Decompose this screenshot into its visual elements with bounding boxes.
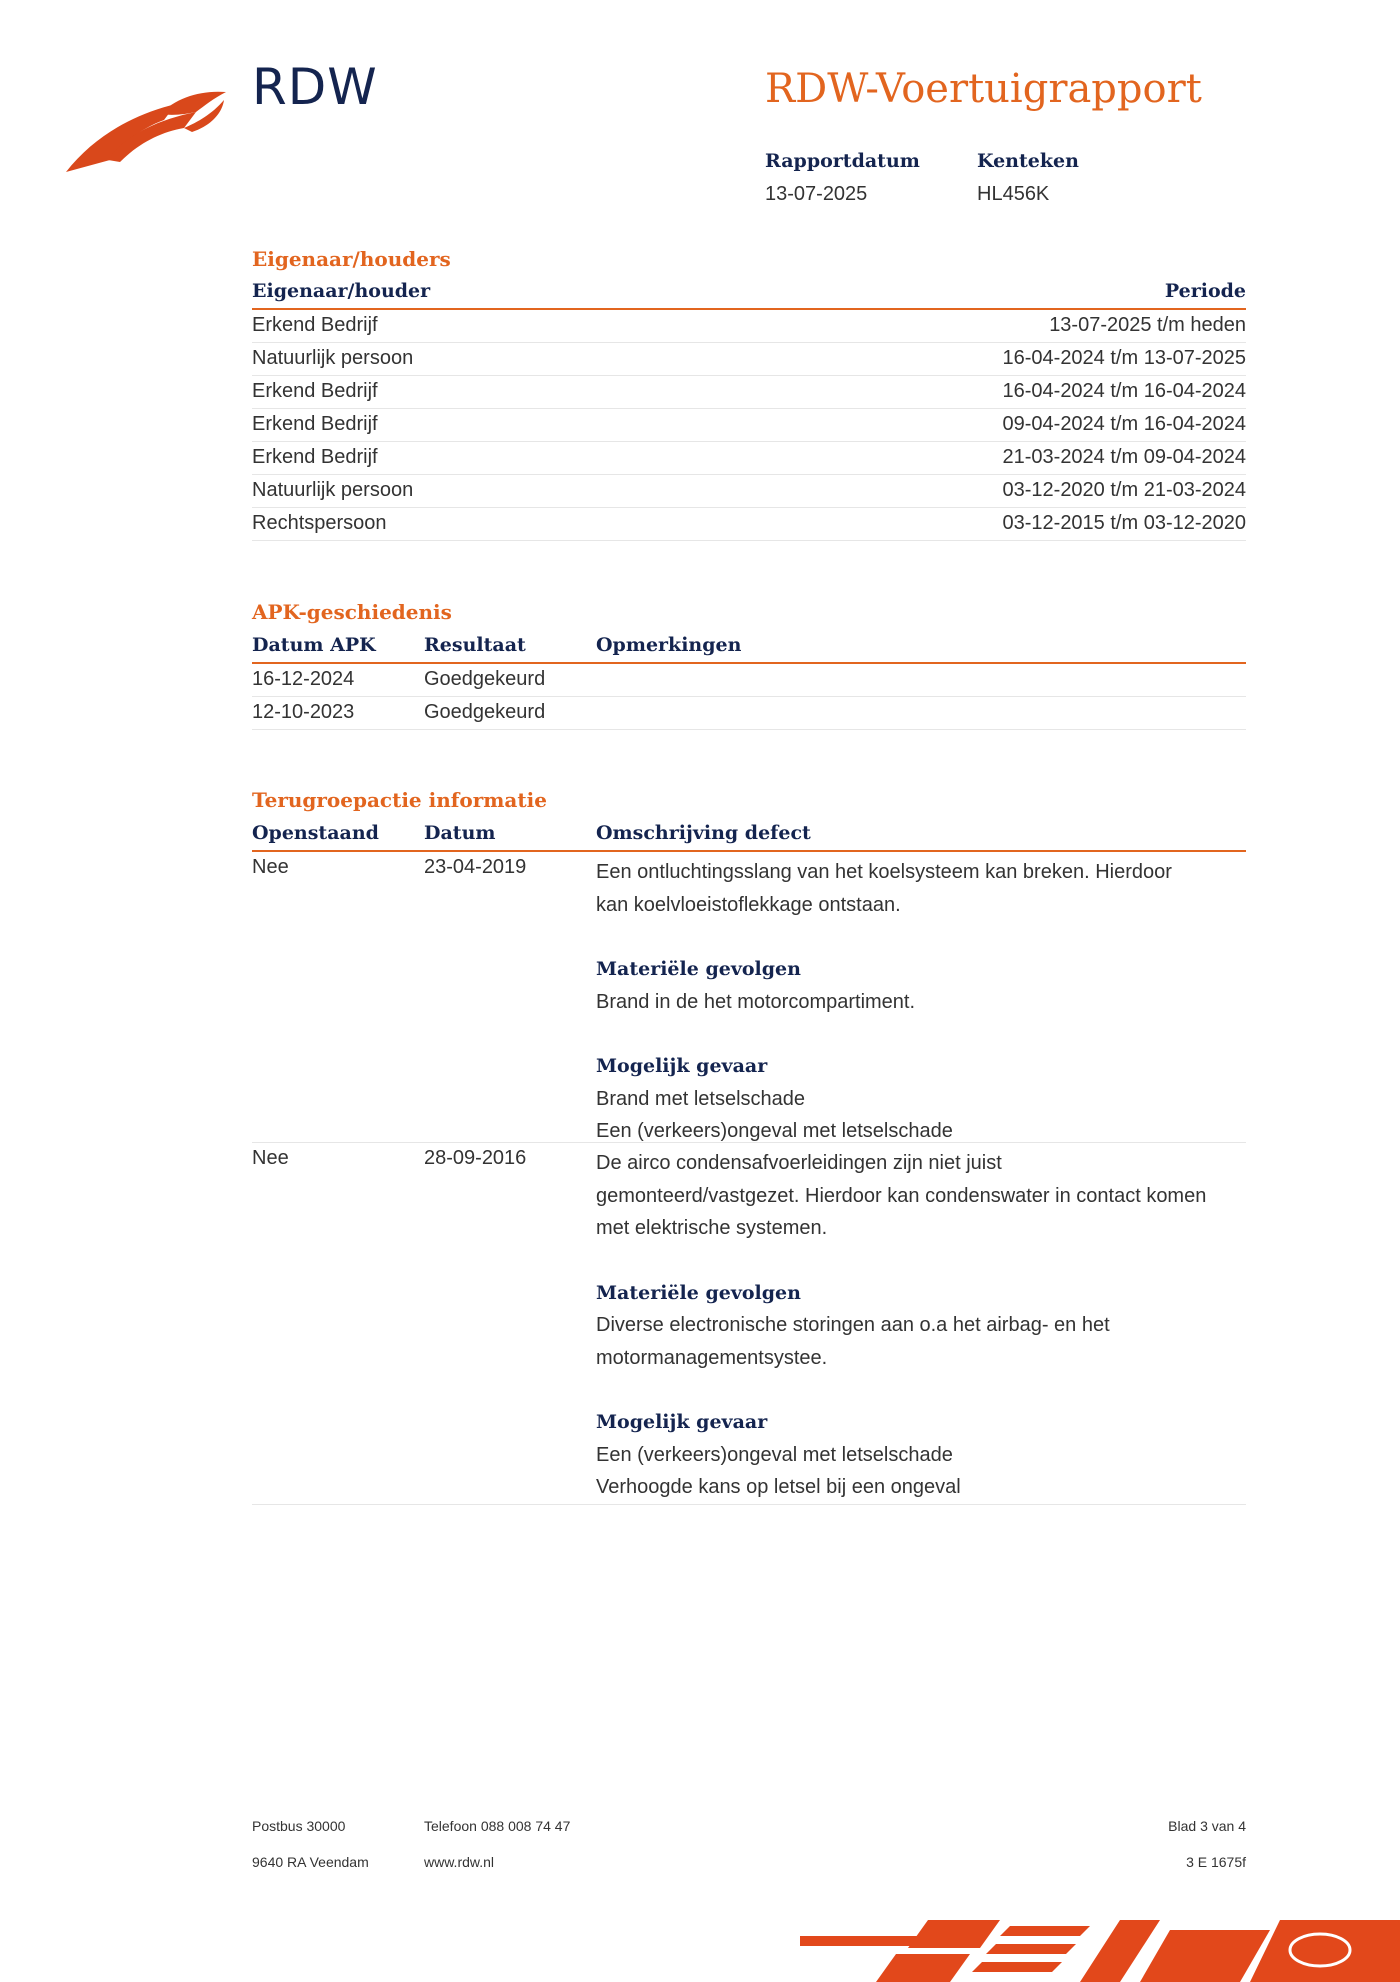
danger-line: Verhoogde kans op letsel bij een ongeval [596, 1476, 961, 1498]
col-result-header: Resultaat [424, 634, 526, 656]
owner-cell: Natuurlijk persoon [252, 479, 414, 501]
owners-table [252, 276, 1246, 541]
table-row [252, 442, 1246, 475]
owners-table-header [252, 276, 1246, 310]
danger-label: Mogelijk gevaar [596, 1411, 768, 1433]
recall-section-title: Terugroepactie informatie [252, 788, 547, 812]
table-row [252, 852, 1246, 1143]
owner-cell: Natuurlijk persoon [252, 347, 414, 369]
period-cell: 16-04-2024 t/m 16-04-2024 [1002, 380, 1246, 402]
apk-date-cell: 16-12-2024 [252, 668, 355, 690]
description-line: gemonteerd/vastgezet. Hierdoor kan condenswater in contact komen [596, 1184, 1207, 1207]
period-cell: 16-04-2024 t/m 13-07-2025 [1002, 347, 1246, 369]
apk-table [252, 630, 1246, 730]
table-row [252, 1143, 1246, 1505]
danger-line: Een (verkeers)ongeval met letselschade [596, 1120, 953, 1142]
table-row [252, 376, 1246, 409]
recall-open-cell: Nee [252, 856, 289, 878]
apk-date-cell: 12-10-2023 [252, 701, 355, 723]
recall-date-cell: 23-04-2019 [424, 856, 527, 878]
plate-label: Kenteken [977, 150, 1079, 172]
recall-description [596, 1147, 1246, 1504]
rdw-logo-icon [64, 84, 229, 174]
period-cell: 09-04-2024 t/m 16-04-2024 [1002, 413, 1246, 435]
consequences-label: Materiële gevolgen [596, 1281, 801, 1304]
table-row [252, 664, 1246, 697]
apk-result-cell: Goedgekeurd [424, 701, 546, 723]
consequences-label: Materiële gevolgen [596, 958, 801, 980]
description-line: kan koelvloeistoflekkage ontstaan. [596, 893, 901, 916]
owner-cell: Erkend Bedrijf [252, 380, 378, 402]
recall-description [596, 856, 1246, 1148]
consequences-line: motormanagementsystee. [596, 1346, 828, 1369]
col-apk-date-header: Datum APK [252, 634, 376, 656]
col-remarks-header: Opmerkingen [596, 634, 742, 656]
apk-result-cell: Goedgekeurd [424, 668, 546, 690]
col-description-header: Omschrijving defect [596, 822, 811, 844]
plate-value: HL456K [977, 183, 1050, 205]
col-open-header: Openstaand [252, 822, 379, 844]
danger-line: Een (verkeers)ongeval met letselschade [596, 1443, 953, 1466]
col-period-header: Periode [1164, 280, 1246, 302]
owner-cell: Erkend Bedrijf [252, 446, 378, 468]
footer-address-line: Postbus 30000 [252, 1818, 346, 1834]
table-row [252, 343, 1246, 376]
col-owner-header: Eigenaar/houder [252, 280, 431, 302]
period-cell: 13-07-2025 t/m heden [1049, 314, 1246, 336]
owner-cell: Erkend Bedrijf [252, 413, 378, 435]
description-line: met elektrische systemen. [596, 1217, 828, 1239]
page-title: RDW-Voertuigrapport [765, 66, 1202, 112]
period-cell: 03-12-2015 t/m 03-12-2020 [1002, 512, 1246, 534]
table-row [252, 475, 1246, 508]
footer-website[interactable]: www.rdw.nl [424, 1854, 495, 1870]
description-line: De airco condensafvoerleidingen zijn niet juist [596, 1152, 1002, 1174]
table-row [252, 697, 1246, 730]
danger-label: Mogelijk gevaar [596, 1055, 768, 1077]
table-row [252, 508, 1246, 541]
owner-cell: Erkend Bedrijf [252, 314, 378, 336]
owners-section-title: Eigenaar/houders [252, 247, 451, 271]
footer-phone: Telefoon 088 008 74 47 [424, 1818, 571, 1834]
footer-page-number: Blad 3 van 4 [1168, 1818, 1246, 1834]
report-date-label: Rapportdatum [765, 150, 920, 172]
report-date-value: 13-07-2025 [765, 183, 868, 205]
recall-open-cell: Nee [252, 1147, 289, 1169]
consequences-line: Diverse electronische storingen aan o.a het airbag- en het [596, 1314, 1110, 1336]
apk-table-header [252, 630, 1246, 664]
description-line: Een ontluchtingsslang van het koelsysteem kan breken. Hierdoor [596, 861, 1172, 883]
logo-text: RDW [252, 58, 378, 116]
owner-cell: Rechtspersoon [252, 512, 387, 534]
recall-table [252, 818, 1246, 1505]
table-row [252, 409, 1246, 442]
period-cell: 03-12-2020 t/m 21-03-2024 [1002, 479, 1246, 501]
col-recall-date-header: Datum [424, 822, 496, 844]
footer-document-code: 3 E 1675f [1186, 1854, 1246, 1870]
decorative-stripes-icon [800, 1920, 1400, 1982]
apk-section-title: APK-geschiedenis [252, 600, 452, 624]
table-row [252, 310, 1246, 343]
danger-line: Brand met letselschade [596, 1087, 806, 1110]
footer-address-line: 9640 RA Veendam [252, 1854, 369, 1870]
consequences-line: Brand in de het motorcompartiment. [596, 990, 916, 1013]
recall-date-cell: 28-09-2016 [424, 1147, 527, 1169]
recall-table-header [252, 818, 1246, 852]
period-cell: 21-03-2024 t/m 09-04-2024 [1002, 446, 1246, 468]
